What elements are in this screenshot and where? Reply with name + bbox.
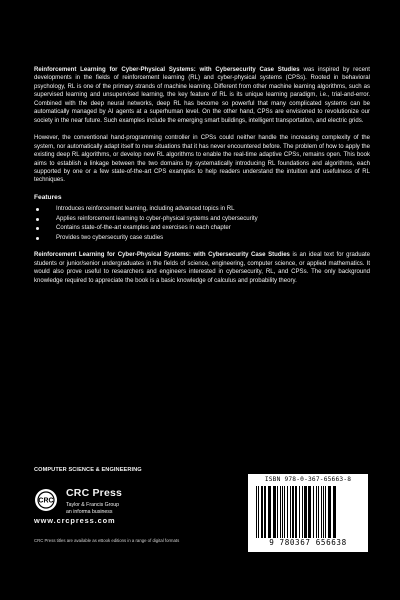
- barcode-bar: [282, 486, 283, 538]
- ean-digits: 9 780367 656638: [269, 538, 347, 547]
- barcode-bar: [313, 486, 314, 538]
- description-paragraph-3: [34, 251, 370, 285]
- barcode-bar: [287, 486, 288, 538]
- barcode-bar: [264, 486, 266, 538]
- barcode-bar: [256, 486, 257, 538]
- barcode-bar: [304, 486, 307, 538]
- barcode-bar: [280, 486, 281, 538]
- feature-item: Contains state-of-the-art examples and exercises in each chapter: [34, 224, 370, 232]
- svg-text:CRC: CRC: [38, 497, 54, 505]
- barcode-bar: [261, 486, 263, 538]
- barcode-bar: [295, 486, 297, 538]
- features-heading: Features: [34, 193, 62, 201]
- paragraph-1-text: was inspired by recent developments in the fields of reinforcement learning (RL) and cyber-physical systems (CPSs). Rooted in behavioral psychology, RL is one of the primary strands of machine learning. Different from other machine learning algorithms, such as supervised learning and unsupervised learning, the key feature of RL is its unique learning paradigm, i.e., trial-and-error. Combined with the deep neural networks, deep RL has become so powerful that many complicated systems can be automatically managed by AI agents at a superhuman level. On the other hand, CPSs are envisioned to revolutionize our society in the near future. Such examples include the emerging smart buildings, intelligent transportation, and electric grids.: [34, 67, 370, 124]
- subject-category: COMPUTER SCIENCE & ENGINEERING: [34, 467, 142, 473]
- barcode-bar: [318, 486, 319, 538]
- barcode-bar: [302, 486, 303, 538]
- barcode-bar: [284, 486, 285, 538]
- barcode-bars: [254, 486, 362, 538]
- publisher-website: www.crcpress.com: [34, 516, 116, 525]
- barcode-bar: [292, 486, 294, 538]
- isbn-barcode: [248, 474, 368, 552]
- crc-logo-icon: [34, 488, 58, 512]
- barcode-bar: [328, 486, 331, 538]
- paragraph-3-text: is an ideal text for graduate students or junior/senior undergraduates in the fields of science, engineering, computer science, or applied mathematics. It would also prove useful to researchers and engineers interested in cybersecurity, RL, and CPSs. The only background knowledge required to appreciate the book is a basic knowledge of calculus and probability theory.: [34, 252, 370, 284]
- feature-item: Applies reinforcement learning to cyber-physical systems and cybersecurity: [34, 215, 370, 223]
- barcode-bar: [273, 486, 276, 538]
- description-paragraph-1: [34, 66, 370, 125]
- barcode-bar: [258, 486, 259, 538]
- barcode-bar: [277, 486, 278, 538]
- barcode-bar: [321, 486, 322, 538]
- publisher-block: [34, 486, 224, 526]
- barcode-bar: [325, 486, 326, 538]
- ebook-availability-note: CRC Press titles are available as eBook editions in a range of digital formats: [34, 538, 180, 543]
- features-list: [34, 205, 370, 242]
- barcode-bar: [299, 486, 300, 538]
- barcode-bar: [268, 486, 271, 538]
- barcode-bar: [323, 486, 324, 538]
- book-title-bold: Reinforcement Learning for Cyber-Physical Systems: with Cybersecurity Case Studies: [34, 67, 300, 73]
- back-cover-description: [34, 66, 370, 294]
- feature-item: Introduces reinforcement learning, including advanced topics in RL: [34, 205, 370, 213]
- book-title-bold: Reinforcement Learning for Cyber-Physical Systems: with Cybersecurity Case Studies: [34, 252, 290, 259]
- publisher-group: Taylor & Francis Group: [66, 502, 120, 508]
- barcode-bar: [290, 486, 291, 538]
- barcode-bar: [333, 486, 336, 538]
- barcode-bar: [308, 486, 311, 538]
- publisher-name: CRC Press: [66, 487, 123, 499]
- isbn-label: ISBN 978-0-367-65663-8: [264, 476, 352, 483]
- publisher-business: an informa business: [66, 509, 113, 515]
- description-paragraph-2: However, the conventional hand-programming controller in CPSs could neither handle the increasing complexity of the system, nor automatically adapt itself to new situations that it has never encountered before. The problem of how to apply the existing deep RL algorithms, or develop new RL algorithms to enable the real-time adaptive CPSs, remains open. This book aims to establish a linkage between the two domains by systematically introducing RL foundations and algorithms, each supported by one or a few state-of-the-art CPS examples to help readers understand the intuition and usefulness of RL techniques.: [34, 135, 370, 184]
- barcode-bar: [316, 486, 317, 538]
- feature-item: Provides two cybersecurity case studies: [34, 234, 370, 242]
